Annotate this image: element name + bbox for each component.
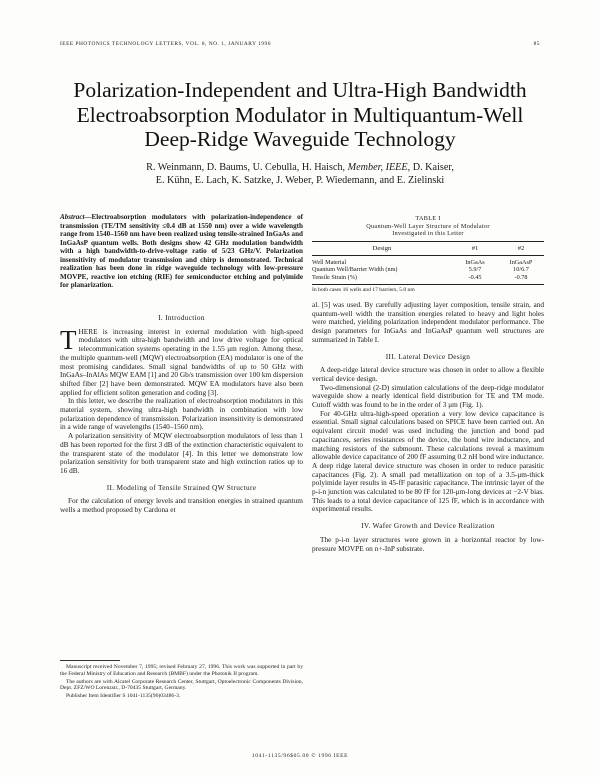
title-line: Polarization-Independent and Ultra-High Bandwidth <box>73 78 527 102</box>
lateral-paragraph-1: A deep-ridge lateral device structure was chosen in order to allow a flexible vertical device design. <box>312 365 544 383</box>
member-tag: Member, IEEE, <box>347 162 411 173</box>
table-row <box>312 274 544 282</box>
modeling-paragraph-continued: al. [5] was used. By carefully adjusting layer composition, tensile strain, and quantum-well width the transition energies related to heavy and light holes were matched, yielding polarization independent modulator performance. The design parameters for InGaAs and InGaAsP quantum well structures are summarized in Table I. <box>312 300 544 344</box>
table-cell: -0.45 <box>468 274 482 282</box>
lateral-paragraph-2: Two-dimensional (2-D) simulation calculations of the deep-ridge modulator waveguide show a nearly identical field distribution for TE and TM mode. Cutoff width was found to be in the order of 3 μm (Fig. 1). <box>312 382 544 410</box>
table-col-header: #1 <box>471 244 479 252</box>
wafer-paragraph-1: The p-i-n layer structures were grown in a horizontal reactor by low-pressure MOVPE on n+-InP substrate. <box>312 534 544 553</box>
lateral-paragraph-3: For 40-GHz ultra-high-speed operation a very low device capacitance is essential. Small signal calculations based on SPICE have been carried out. An equivalent circuit model was used including the junction and bond pad capacitances, series resistances of the device, the bond wire inductance, and matching resistors of the submount. These calculations reveal a maximum allowable device capacitance of 200 fF assuming 0.2 nH bond wire inductance. A deep ridge lateral device structure was chosen in order to reduce parasitic capacitances (Fig. 2). A small pad metallization on top of a 3.5-μm-thick polyimide layer results in 45-fF parasitic capacitance. The intrinsic layer of the p-i-n junction was calculated to be 80 fF for 120-μm-long devices at −2-V bias. This leads to a total device capacitance of 125 fF, which is in accordance with experimental results. <box>312 408 545 514</box>
authors-line-2: E. Kühn, E. Lach, K. Satzke, J. Weber, P. Wiedemann, and E. Zielinski <box>155 175 445 186</box>
title-line: Electroabsorption Modulator in Multiquantum-Well <box>76 102 524 127</box>
table-row <box>312 259 544 267</box>
table-1 <box>312 215 544 293</box>
footnote-rule <box>60 660 120 661</box>
table-cell: 10/6.7 <box>513 266 529 274</box>
footnote <box>60 660 303 701</box>
author-list <box>60 161 540 187</box>
table-cell: Quantum Well/Barrier Width (nm) <box>312 266 398 274</box>
table-caption-line-1: Quantum-Well Layer Structure of Modulator <box>366 222 490 230</box>
intro-paragraph-2: In this letter, we describe the realization of electroabsorption modulators in this material system, showing ultra-high bandwidth in combination with low polarization dependence of transmission. Polarization insensitivity is demonstrated in a wide range of wavelengths (1540–1560 nm). <box>60 396 303 432</box>
intro-paragraph-1 <box>60 324 303 398</box>
modeling-paragraph-1: For the calculation of energy levels and transition energies in strained quantum wells a method proposed by Cardona et <box>60 496 303 515</box>
authors-names-a: R. Weinmann, D. Baums, U. Cebulla, H. Haisch, <box>146 162 346 173</box>
intro-paragraph-3: A polarization sensitivity of MQW electroabsorption modulators of less than 1 dB has been reported for the first 3 dB of the extinction characteristic equivalent to the transparent state of the modulator [4]. In this letter we demonstrate low polarization sensitivity for both transparent state and high extinction ratios up to 16 dB. <box>60 431 303 475</box>
running-header: IEEE PHOTONICS TECHNOLOGY LETTERS, VOL. 8, NO. 1, JANUARY 1996 <box>60 41 271 47</box>
right-column <box>312 301 544 553</box>
table-cell: InGaAsP <box>509 258 533 266</box>
table-caption-line-2: Investigated in this Letter <box>392 230 464 237</box>
table-rule-bottom <box>312 284 544 285</box>
table-row <box>312 266 544 274</box>
footnote-publisher-id: Publisher Item Identifier S 1041-1135(96)03486-3. <box>66 693 181 700</box>
table-label: TABLE I <box>415 215 441 222</box>
drop-cap: T <box>60 324 77 355</box>
paper-title <box>40 78 560 152</box>
footnote-received: Manuscript received November 7, 1995; revised February 27, 1996. This work was supported in part by the Federal Ministry of Education and Research (BMBF) under the Photonik II program. <box>60 664 303 677</box>
abstract-label: Abstract— <box>60 213 92 221</box>
page-number: 85 <box>533 41 540 47</box>
title-line: Deep-Ridge Waveguide Technology <box>144 127 456 151</box>
authors-line-1 <box>60 161 540 174</box>
section-heading-modeling: II. Modeling of Tensile Strained QW Structure <box>106 482 257 492</box>
table-cell: Well Material <box>312 258 347 266</box>
section-heading-introduction: I. Introduction <box>158 313 205 322</box>
table-cell: -0.78 <box>514 274 528 282</box>
table-cell: InGaAs <box>465 258 485 266</box>
intro-paragraph-1-text: HERE is increasing interest in external modulation with high-speed modulators with ultra-high bandwidth and low drive voltage for optical telecommunication systems operating in the 1.55 μm region. Among these, the multiple quantum-well (MQW) electroabsorption (EA) modulator is one of the most promising candidates. Small signal bandwidths of up to 50 GHz with InGaAs–InAlAs MQW EAM [1] and 20 Gb/s transmission over 100 km dispersion shifted fiber [2] have been demonstrated. MQW EA modulators have also been applied for efficient soliton generation and coding [3]. <box>60 326 303 397</box>
section-heading-wafer-growth: IV. Wafer Growth and Device Realization <box>361 521 495 531</box>
table-cell: 5.9/7 <box>468 266 482 274</box>
footnote-affiliation: The authors are with Alcatel Corporate Research Center, Stuttgart, Optoelectronic Components Division, Dept. ZFZ/WO Lorenzstr., D-70435 Stuttgart, Germany. <box>60 678 303 692</box>
table-col-header: Design <box>372 244 392 252</box>
table-rule-mid <box>312 255 544 256</box>
authors-names-b: D. Kaiser, <box>412 162 454 173</box>
section-heading-lateral-design: III. Lateral Device Design <box>385 351 471 361</box>
left-column <box>60 306 303 515</box>
abstract <box>60 213 303 290</box>
table-note: In both cases 16 wells and 17 barriers, 5.0 nm <box>312 286 415 293</box>
table-cell: Tensile Strain (%) <box>312 274 357 282</box>
table-header-row <box>312 242 544 255</box>
abstract-text: Electroabsorption modulators with polarization-independence of transmission (TE/TM sensitivity ≤0.4 dB at 1550 nm) over a wide wavelength range from 1540–1560 nm have been realized using tensile-strained InGaAs and InGaAsP quantum wells. Both designs show 42 GHz modulation bandwidth with a high bandwidth-to-drive-voltage ratio of 5/23 GHz/V. Polarization insensitivity of modulator transmission and chirp is demonstrated. Technical realization has been done in ridge waveguide technology with low-pressure MOVPE, reactive ion etching (RIE) for semiconductor etching and polyimide for planarization. <box>60 213 303 289</box>
copyright-footer: 1041-1135/96$05.00 © 1996 IEEE <box>251 753 349 759</box>
table-col-header: #2 <box>517 244 525 252</box>
